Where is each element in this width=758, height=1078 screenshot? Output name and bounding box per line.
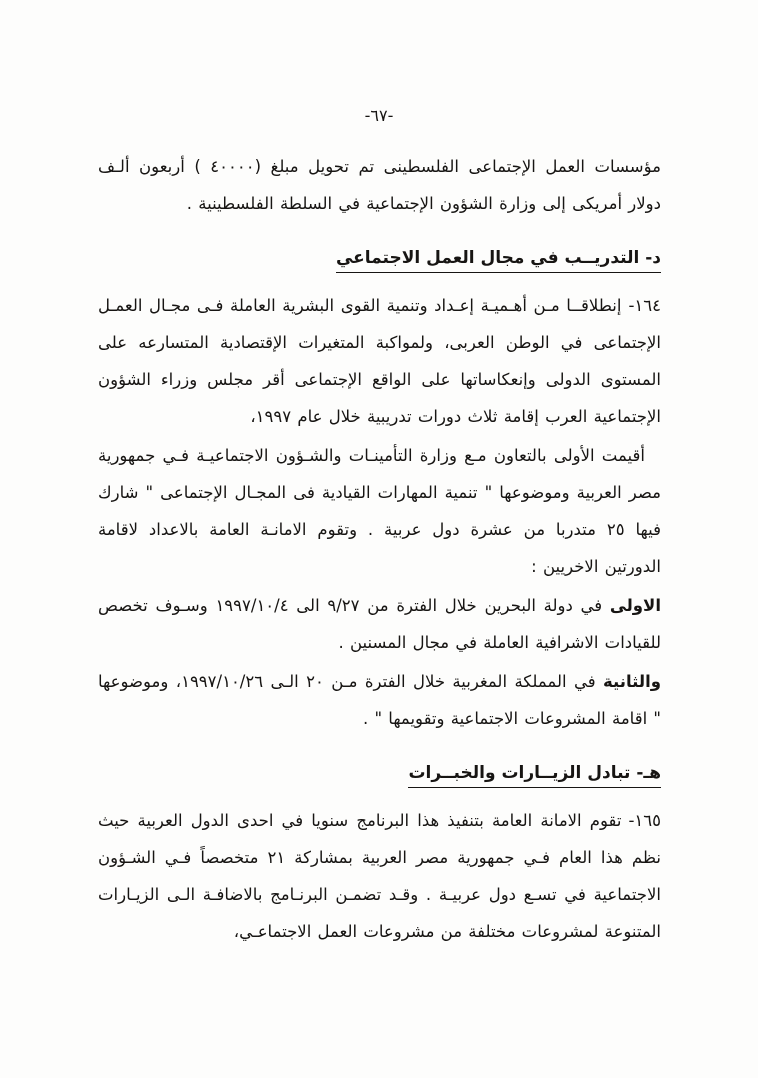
item-164-text: إنطلاقــا مـن أهـميـة إعـداد وتنمية القوى البشرية العاملة فـى مجـال العمـل الإجتماعى في الوطن العربى، ولمواكبة المتغيرات الإقتصادية المتسارعه على المستوى الدولى وإنعكاساتها على الواقع الإجتماعى أقر مجلس وزراء الشؤون الإجتماعية العرب إقامة ثلاث دورات تدريبية خلال عام ١٩٩٧، xyxy=(98,296,661,426)
section-h-heading-text: هـ- تبادل الزيــارات والخبــرات xyxy=(408,763,661,788)
page-number: -٦٧- xyxy=(364,106,394,125)
item-165-paragraph xyxy=(98,802,661,950)
item-164-paragraph-3 xyxy=(98,587,661,661)
first-course-text: في دولة البحرين خلال الفترة من ٩/٢٧ الى ١٩٩٧/١٠/٤ وسـوف تخصص للقيادات الاشرافية العاملة في مجال المسنين . xyxy=(98,596,661,652)
first-course-label: الاولى xyxy=(609,596,661,615)
item-165-text: تقوم الامانة العامة بتنفيذ هذا البرنامج سنويا في احدى الدول العربية حيث نظم هذا العام فـي جمهورية مصر العربية بمشاركة ٢١ متخصصاً فـي الشـؤون الاجتماعية في تسـع دول عربيـة . وقـد تضمـن البرنـامج بالاضافـة الـى الزيـارات المتنوعة لمشروعات مختلفة من مشروعات العمل الاجتماعـي، xyxy=(98,811,661,941)
intro-paragraph: مؤسسات العمل الإجتماعى الفلسطينى تم تحويل مبلغ (٤٠٠٠٠ ) أربعون ألـف دولار أمريكى إلى وزارة الشؤون الإجتماعية في السلطة الفلسطينية . xyxy=(98,157,661,213)
second-course-label: والثانية xyxy=(603,672,661,691)
item-164-paragraph-1 xyxy=(98,287,661,435)
page-content xyxy=(98,148,661,950)
item-164-number: ١٦٤- xyxy=(628,296,661,315)
item-164-paragraph-4 xyxy=(98,663,661,737)
second-course-text: في المملكة المغربية خلال الفترة مـن ٢٠ الـى ١٩٩٧/١٠/٢٦، وموضوعها " اقامة المشروعات الاجتماعية وتقويمها " . xyxy=(98,672,661,728)
item-165-number: ١٦٥- xyxy=(628,811,661,830)
section-d-heading xyxy=(98,240,661,277)
section-d-heading-text: د- التدريــب في مجال العمل الاجتماعي xyxy=(336,248,661,273)
item-164-paragraph-2: أقيمت الأولى بالتعاون مـع وزارة التأمينـات والشـؤون الاجتماعيـة فـي جمهورية مصر العربية وموضوعها " تنمية المهارات القيادية فى المجـال الإجتماعى " شارك فيها ٢٥ متدربا من عشرة دول عربية . وتقوم الامانـة العامة بالاعداد لاقامة الدورتين الاخريين : xyxy=(98,446,661,576)
section-h-heading xyxy=(98,755,661,792)
